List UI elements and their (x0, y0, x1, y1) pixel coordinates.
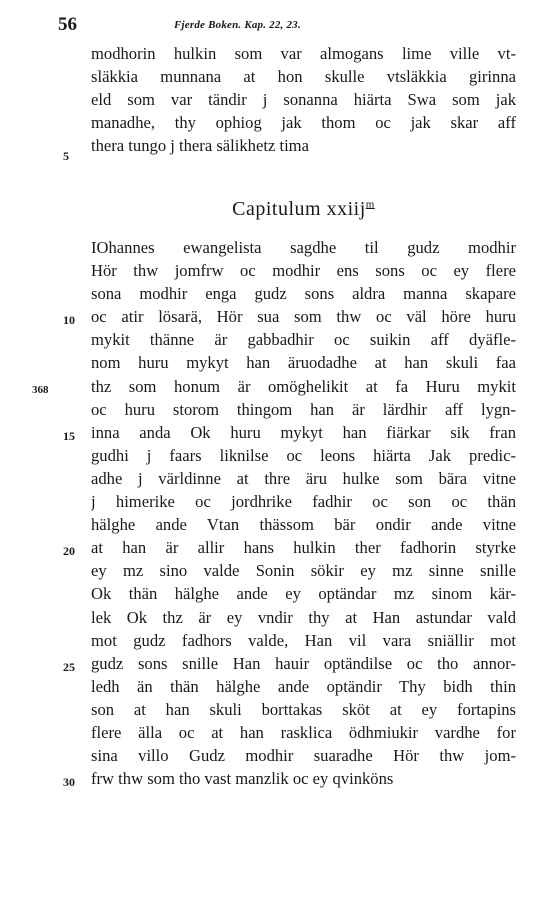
line-number-25: 25 (63, 660, 75, 674)
text-line: mot gudz fadhors valde, Han vil vara sniällir mot (91, 630, 516, 650)
text-line: sona modhir enga gudz sons aldra manna skapare (91, 284, 516, 304)
text-line: son at han skuli borttakas sköt at ey fortapins (91, 699, 516, 719)
line-number-5: 5 (63, 149, 69, 163)
text-line: IOhannes ewangelista sagdhe til gudz modhir (91, 238, 516, 257)
text-line: Ok thän hälghe ande ey optändar mz sinom kär- (91, 584, 516, 604)
line-number-10: 10 (63, 313, 75, 327)
page-number: 56 (58, 14, 77, 35)
paragraph-1 (91, 42, 516, 157)
text-line: thz som honum är omöghelikit at fa Huru mykit (91, 376, 516, 396)
margin-reference-number: 368 (32, 384, 49, 396)
chapter-superscript: m (365, 198, 375, 211)
text-line: inna anda Ok huru mykyt han fiärkar sik fran (91, 422, 516, 442)
text-line: at han är allir hans hulkin ther fadhorin styrke (91, 538, 516, 558)
text-line: Hör thw jomfrw oc modhir ens sons oc ey flere (91, 261, 516, 281)
text-line: adhe j världinne at thre äru hulke som bära vitne (91, 468, 516, 488)
text-line: j himerike oc jordhrike fadhir oc son oc thän (91, 492, 516, 512)
text-line: flere älla oc at han rasklica ödhmiukir vardhe for (91, 722, 516, 742)
text-line: mykit thänne är gabbadhir oc suikin aff dyäfle- (91, 330, 516, 350)
text-line: ey mz sino valde Sonin sökir ey mz sinne snille (91, 561, 516, 581)
paragraph-2 (91, 236, 516, 790)
running-head: Fjerde Boken. Kap. 22, 23. (174, 19, 301, 31)
text-line: eld som var tändir j sonanna hiärta Swa som jak (91, 90, 516, 110)
text-line: manadhe, thy ophiog jak thom oc jak skar aff (91, 113, 516, 133)
line-number-30: 30 (63, 775, 75, 789)
line-number-20: 20 (63, 544, 75, 558)
text-line: oc atir lösarä, Hör sua som thw oc väl höre huru (91, 307, 516, 327)
text-line: sina villo Gudz modhir suaradhe Hör thw jom- (91, 746, 516, 766)
line-number-15: 15 (63, 429, 75, 443)
text-line: gudhi j faars liknilse oc leons hiärta Jak predic- (91, 445, 516, 465)
text-line: modhorin hulkin som var almogans lime ville vt- (91, 44, 516, 63)
text-line: oc huru storom thingom han är lärdhir aff lygn- (91, 399, 516, 419)
text-line: ledh än thän hälghe ande optändir Thy bidh thin (91, 676, 516, 696)
page-header (58, 14, 518, 38)
chapter-heading (91, 198, 516, 221)
text-line: nom huru mykyt han äruodadhe at han skuli faa (91, 353, 516, 373)
text-line: frw thw som tho vast manzlik oc ey qvinköns (91, 769, 394, 789)
text-line: släkkia munnana at hon skulle vtsläkkia girinna (91, 67, 516, 87)
text-line: lek Ok thz är ey vndir thy at Han astundar vald (91, 607, 516, 627)
text-line: hälghe ande Vtan thässom bär ondir ande vitne (91, 515, 516, 535)
chapter-title: Capitulum xxiij (232, 198, 366, 220)
text-line: gudz sons snille Han hauir optändilse oc tho annor- (91, 653, 516, 673)
text-line: thera tungo j thera sälikhetz tima (91, 136, 309, 156)
